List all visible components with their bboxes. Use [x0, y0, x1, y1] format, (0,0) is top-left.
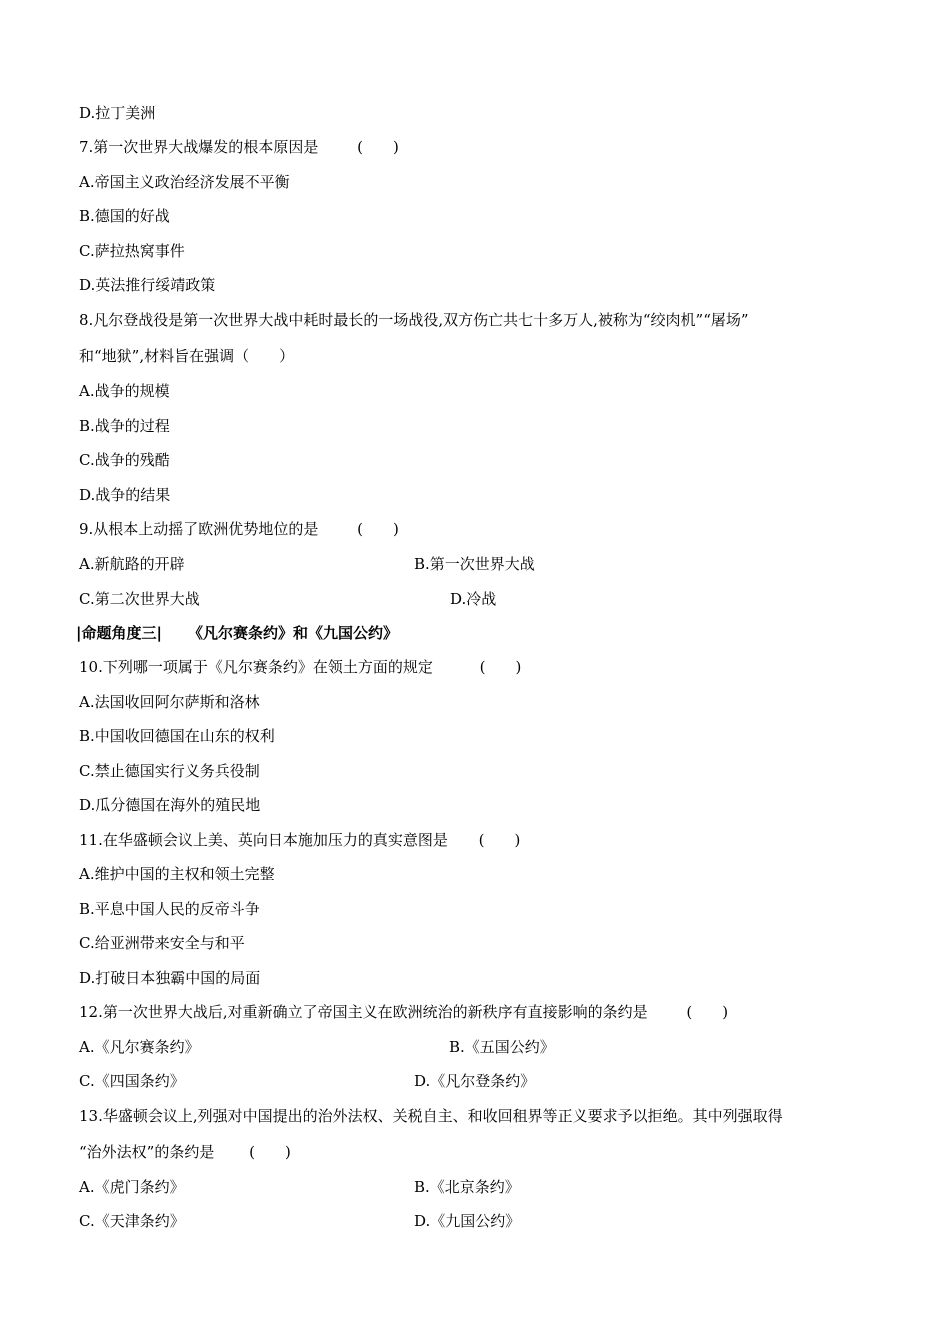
section-heading	[76, 623, 398, 643]
q13-option-c: C.《天津条约》	[79, 1212, 185, 1230]
q10-option-c: C.禁止德国实行义务兵役制	[79, 762, 260, 780]
q11-answer-blank: ( )	[478, 831, 521, 849]
q7-stem-text: 7.第一次世界大战爆发的根本原因是	[79, 138, 319, 156]
q11-option-d: D.打破日本独霸中国的局面	[79, 969, 261, 987]
section-tag: |命题角度三|	[76, 624, 162, 642]
section-title: 《凡尔赛条约》和《九国公约》	[187, 624, 398, 642]
q8-option-d: D.战争的结果	[79, 486, 171, 504]
q12-option-c: C.《四国条约》	[79, 1072, 185, 1090]
q6-option-d: D.拉丁美洲	[79, 104, 156, 122]
q7-option-d: D.英法推行绥靖政策	[79, 276, 216, 294]
q13-option-d: D.《九国公约》	[414, 1212, 521, 1230]
q10-answer-blank: ( )	[479, 658, 522, 676]
q9-option-c: C.第二次世界大战	[79, 590, 200, 608]
q9-stem-text: 9.从根本上动摇了欧洲优势地位的是	[79, 520, 319, 538]
q8-option-b: B.战争的过程	[79, 417, 170, 435]
q11-option-c: C.给亚洲带来安全与和平	[79, 934, 245, 952]
q11-option-a: A.维护中国的主权和领土完整	[79, 865, 275, 883]
q12-stem-text: 12.第一次世界大战后,对重新确立了帝国主义在欧洲统治的新秩序有直接影响的条约是	[79, 1003, 648, 1021]
q12-stem	[79, 1002, 728, 1022]
q13-answer-blank: ( )	[249, 1143, 291, 1161]
q10-option-a: A.法国收回阿尔萨斯和洛林	[79, 693, 260, 711]
q11-option-b: B.平息中国人民的反帝斗争	[79, 900, 260, 918]
q10-stem	[79, 657, 521, 677]
q10-option-d: D.瓜分德国在海外的殖民地	[79, 796, 261, 814]
q12-option-d: D.《凡尔登条约》	[414, 1072, 536, 1090]
q9-stem	[79, 519, 399, 539]
q8-stem-line1: 8.凡尔登战役是第一次世界大战中耗时最长的一场战役,双方伤亡共七十多万人,被称为“绞肉机”“屠场”	[79, 311, 749, 329]
q8-option-a: A.战争的规模	[79, 382, 170, 400]
q9-option-b: B.第一次世界大战	[414, 555, 535, 573]
q11-stem	[79, 830, 520, 850]
q7-option-b: B.德国的好战	[79, 207, 170, 225]
q13-stem-line1: 13.华盛顿会议上,列强对中国提出的治外法权、关税自主、和收回租界等正义要求予以拒绝。其中列强取得	[79, 1107, 783, 1125]
q12-answer-blank: ( )	[686, 1003, 729, 1021]
q9-answer-blank: ( )	[357, 520, 399, 538]
q13-option-b: B.《北京条约》	[414, 1178, 520, 1196]
q7-option-a: A.帝国主义政治经济发展不平衡	[79, 173, 290, 191]
q12-option-b: B.《五国公约》	[449, 1038, 555, 1056]
q7-answer-blank: ( )	[357, 138, 399, 156]
q12-option-a: A.《凡尔赛条约》	[79, 1038, 200, 1056]
q13-option-a: A.《虎门条约》	[79, 1178, 185, 1196]
q7-stem	[79, 137, 399, 157]
q9-option-a: A.新航路的开辟	[79, 555, 185, 573]
q13-stem-text: “治外法权”的条约是	[79, 1143, 215, 1161]
q11-stem-text: 11.在华盛顿会议上美、英向日本施加压力的真实意图是	[79, 831, 448, 849]
q10-option-b: B.中国收回德国在山东的权利	[79, 727, 275, 745]
q9-option-d: D.冷战	[450, 590, 497, 608]
q10-stem-text: 10.下列哪一项属于《凡尔赛条约》在领土方面的规定	[79, 658, 433, 676]
q8-stem-line2: 和“地狱”,材料旨在强调（ ）	[79, 347, 295, 365]
q8-option-c: C.战争的残酷	[79, 451, 170, 469]
q7-option-c: C.萨拉热窝事件	[79, 242, 185, 260]
q13-stem-line2	[79, 1142, 291, 1162]
